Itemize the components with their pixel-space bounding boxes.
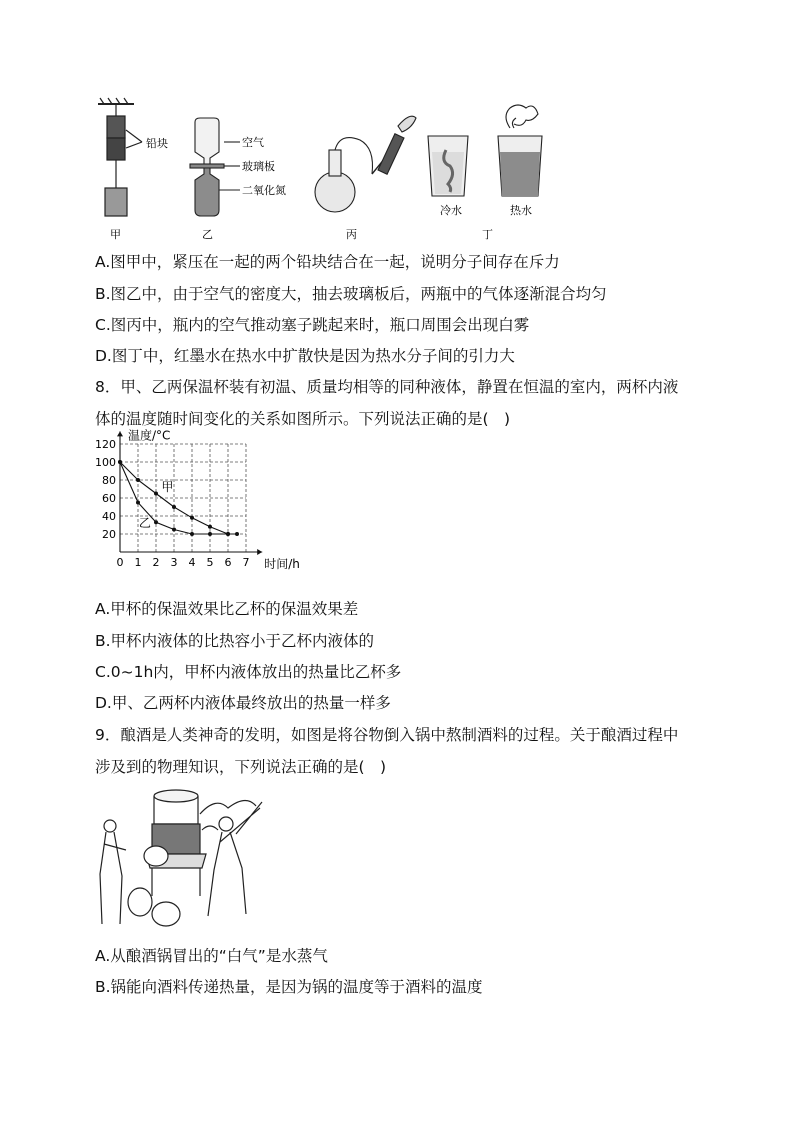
q7-option-c: C.图丙中，瓶内的空气推动塞子跳起来时，瓶口周围会出现白雾 xyxy=(95,316,530,334)
x-axis-label: 时间/h xyxy=(264,557,300,571)
y-axis-arrow xyxy=(117,431,123,436)
series-label-yi: 乙 xyxy=(138,515,151,530)
data-point xyxy=(154,492,158,496)
x-tick-label: 1 xyxy=(134,556,142,569)
data-point xyxy=(190,516,194,520)
x-tick-label: 6 xyxy=(224,556,232,569)
x-tick-label: 3 xyxy=(170,556,178,569)
y-tick-label: 40 xyxy=(102,510,116,523)
label-part-jia: 甲 xyxy=(110,228,121,241)
gas-bottles xyxy=(190,118,240,216)
lead-block-apparatus xyxy=(98,98,142,216)
label-part-bing: 丙 xyxy=(346,228,357,241)
data-point xyxy=(235,532,239,536)
q9-stem-line1: 9．酿酒是人类神奇的发明，如图是将谷物倒入锅中熬制酒料的过程。关于酿酒过程中 xyxy=(95,726,679,744)
q8-option-d: D.甲、乙两杯内液体最终放出的热量一样多 xyxy=(95,694,391,712)
x-tick-label: 2 xyxy=(152,556,160,569)
y-tick-label: 120 xyxy=(95,438,116,451)
data-point xyxy=(172,505,176,509)
q9-option-a: A.从酿酒锅冒出的“白气”是水蒸气 xyxy=(95,947,328,965)
x-axis-arrow xyxy=(257,549,262,555)
temperature-chart-svg xyxy=(88,428,328,588)
label-part-ding: 丁 xyxy=(482,228,493,241)
data-point xyxy=(226,532,230,536)
x-tick-label: 7 xyxy=(242,556,250,569)
q9-option-b: B.锅能向酒料传递热量，是因为锅的温度等于酒料的温度 xyxy=(95,978,483,996)
q8-option-b: B.甲杯内液体的比热容小于乙杯内液体的 xyxy=(95,632,375,650)
y-tick-label: 80 xyxy=(102,474,116,487)
q8-option-c: C.0~1h内，甲杯内液体放出的热量比乙杯多 xyxy=(95,663,402,681)
brewing-illustration-drawing xyxy=(96,784,276,934)
label-part-yi: 乙 xyxy=(202,228,213,241)
beakers xyxy=(428,105,542,196)
data-point xyxy=(154,520,158,524)
label-hot-water: 热水 xyxy=(510,204,532,217)
q7-option-b: B.图乙中，由于空气的密度大，抽去玻璃板后，两瓶中的气体逐渐混合均匀 xyxy=(95,285,607,303)
data-point xyxy=(208,532,212,536)
y-tick-label: 100 xyxy=(95,456,116,469)
q8-option-a: A.甲杯的保温效果比乙杯的保温效果差 xyxy=(95,600,359,618)
data-point xyxy=(208,525,212,529)
label-glass-plate: 玻璃板 xyxy=(242,160,275,173)
y-tick-label: 20 xyxy=(102,528,116,541)
data-point xyxy=(118,460,122,464)
figure-7 xyxy=(90,92,560,242)
data-point xyxy=(136,501,140,505)
q8-stem-line2: 体的温度随时间变化的关系如图所示。下列说法正确的是( ) xyxy=(95,410,511,428)
q7-option-d: D.图丁中，红墨水在热水中扩散快是因为热水分子间的引力大 xyxy=(95,347,515,365)
x-tick-label: 0 xyxy=(116,556,124,569)
label-air: 空气 xyxy=(242,136,264,149)
series-label-jia: 甲 xyxy=(161,479,174,494)
y-axis-label: 温度/°C xyxy=(128,428,171,443)
flask-pump-apparatus xyxy=(315,116,416,212)
figure-7-drawing xyxy=(90,92,560,242)
data-point xyxy=(172,528,176,532)
y-tick-label: 60 xyxy=(102,492,116,505)
label-cold-water: 冷水 xyxy=(440,204,462,217)
label-no2: 二氧化氮 xyxy=(242,184,286,197)
data-point xyxy=(136,478,140,482)
q9-stem-line2: 涉及到的物理知识，下列说法正确的是( ) xyxy=(95,758,387,776)
data-point xyxy=(190,532,194,536)
q7-option-a: A.图甲中，紧压在一起的两个铅块结合在一起，说明分子间存在斥力 xyxy=(95,253,560,271)
label-lead-block: 铅块 xyxy=(146,137,168,150)
q8-stem-line1: 8．甲、乙两保温杯装有初温、质量均相等的同种液体，静置在恒温的室内，两杯内液 xyxy=(95,378,679,396)
brewing-illustration xyxy=(96,784,276,934)
x-tick-label: 4 xyxy=(188,556,196,569)
temperature-chart xyxy=(88,428,328,588)
x-tick-label: 5 xyxy=(206,556,214,569)
